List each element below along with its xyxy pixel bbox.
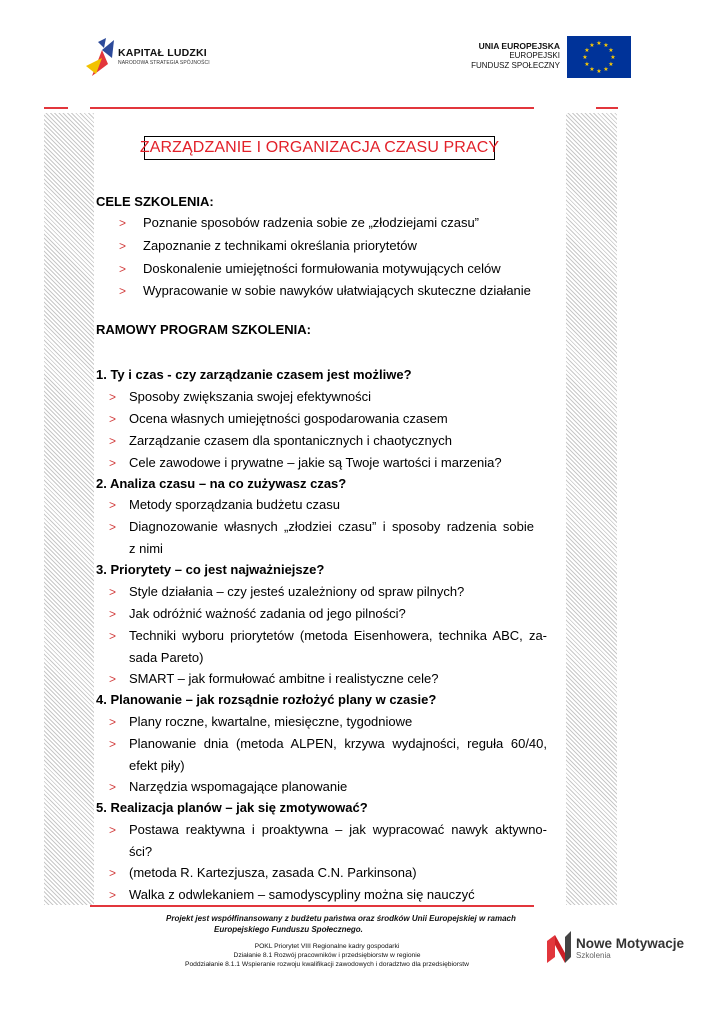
footer-italic-line1: Projekt jest współfinansowany z budżetu państwa oraz środków Unii Europejskiej w ramach	[166, 914, 516, 923]
eu-fund-text	[471, 41, 560, 71]
svg-text:★: ★	[582, 54, 588, 61]
right-hatch-decoration	[566, 113, 617, 905]
bullet-arrow-icon: >	[109, 629, 117, 643]
section-item: Narzędzia wspomagające planowanie	[129, 779, 348, 794]
section-item-continuation: ści?	[129, 844, 153, 859]
svg-text:★: ★	[584, 61, 590, 68]
kl-subtitle: NARODOWA STRATEGIA SPÓJNOŚCI	[118, 60, 210, 66]
section-item: Sposoby zwiększania swojej efektywności	[129, 389, 372, 404]
section-item: (metoda R. Kartezjusza, zasada C.N. Parkinsona)	[129, 865, 417, 880]
bullet-arrow-icon: >	[109, 607, 117, 621]
bottom-rule-main	[90, 905, 534, 907]
svg-text:★: ★	[610, 54, 616, 61]
bullet-arrow-icon: >	[119, 239, 127, 253]
bullet-arrow-icon: >	[109, 498, 117, 512]
bullet-arrow-icon: >	[119, 262, 127, 276]
bullet-arrow-icon: >	[109, 434, 117, 448]
footer-small-line2: Działanie 8.1 Rozwój pracowników i przedsiębiorstw w regionie	[233, 952, 421, 959]
top-rule-right	[596, 107, 618, 109]
svg-text:★: ★	[596, 68, 602, 75]
svg-text:★: ★	[589, 42, 595, 49]
section-title: 3. Priorytety – co jest najważniejsze?	[96, 562, 325, 577]
section-title: 5. Realizacja planów – jak się zmotywować?	[96, 800, 368, 815]
bullet-arrow-icon: >	[109, 823, 117, 837]
top-rule-main	[90, 107, 534, 109]
section-item: Planowanie dnia (metoda ALPEN, krzywa wydajności, reguła 60/40,	[129, 736, 547, 751]
nm-subtitle: Szkolenia	[576, 951, 611, 960]
section-item-continuation: z nimi	[129, 541, 163, 556]
nm-title: Nowe Motywacje	[576, 936, 685, 951]
section-title: 1. Ty i czas - czy zarządzanie czasem jest możliwe?	[96, 367, 412, 382]
bullet-arrow-icon: >	[109, 520, 117, 534]
kl-title: KAPITAŁ LUDZKI	[118, 47, 207, 59]
bullet-arrow-icon: >	[109, 780, 117, 794]
section-item: Techniki wyboru priorytetów (metoda Eisenhowera, technika ABC, za-	[129, 628, 547, 643]
svg-text:★: ★	[596, 40, 602, 47]
bullet-arrow-icon: >	[109, 585, 117, 599]
goal-item: Poznanie sposobów radzenia sobie ze „złodziejami czasu”	[143, 215, 480, 230]
section-item: Metody sporządzania budżetu czasu	[129, 497, 341, 512]
section-item: Style działania – czy jesteś uzależniony od spraw pilnych?	[129, 584, 465, 599]
svg-text:★: ★	[589, 66, 595, 73]
section-item-continuation: efekt piły)	[129, 758, 185, 773]
svg-text:★: ★	[608, 47, 614, 54]
section-item: Jak odróżnić ważność zadania od jego pilności?	[129, 606, 406, 621]
section-item: Cele zawodowe i prywatne – jakie są Twoje wartości i marzenia?	[129, 455, 502, 470]
document-title-box	[139, 136, 500, 160]
bullet-arrow-icon: >	[109, 888, 117, 902]
bullet-arrow-icon: >	[109, 412, 117, 426]
svg-text:★: ★	[603, 66, 609, 73]
goals-heading: CELE SZKOLENIA:	[96, 194, 214, 209]
svg-text:★: ★	[608, 61, 614, 68]
section-title: 2. Analiza czasu – na co zużywasz czas?	[96, 476, 347, 491]
footer-small-line1: POKL Priorytet VIII Regionalne kadry gospodarki	[254, 943, 400, 950]
section-item-continuation: sada Pareto)	[129, 650, 204, 665]
bullet-arrow-icon: >	[119, 216, 127, 230]
document-title: ZARZĄDZANIE I ORGANIZACJA CZASU PRACY	[139, 139, 500, 156]
goal-item: Doskonalenie umiejętności formułowania motywujących celów	[143, 261, 501, 276]
section-item: SMART – jak formułować ambitne i realistyczne cele?	[129, 671, 439, 686]
bullet-arrow-icon: >	[109, 715, 117, 729]
nowe-motywacje-logo-icon	[545, 929, 573, 965]
section-item: Zarządzanie czasem dla spontanicznych i chaotycznych	[129, 433, 452, 448]
section-title: 4. Planowanie – jak rozsądnie rozłożyć plany w czasie?	[96, 692, 437, 707]
footer-program-info	[162, 942, 492, 969]
program-heading: RAMOWY PROGRAM SZKOLENIA:	[96, 322, 311, 337]
bullet-arrow-icon: >	[109, 456, 117, 470]
section-item: Diagnozowanie własnych „złodziei czasu” i sposoby radzenia sobie	[129, 519, 534, 534]
eu-flag-icon	[567, 36, 631, 78]
svg-text:★: ★	[584, 47, 590, 54]
section-item: Postawa reaktywna i proaktywna – jak wypracować nawyk aktywno-	[129, 822, 547, 837]
bullet-arrow-icon: >	[109, 737, 117, 751]
bullet-arrow-icon: >	[109, 390, 117, 404]
footer-italic-line2: Europejskiego Funduszu Społecznego.	[214, 925, 363, 934]
ue-line2: EUROPEJSKI	[509, 51, 560, 60]
top-rule-left	[44, 107, 68, 109]
svg-text:★: ★	[603, 42, 609, 49]
left-hatch-decoration	[44, 113, 94, 905]
goal-item: Wypracowanie w sobie nawyków ułatwiających skuteczne działanie	[143, 283, 531, 298]
section-item: Ocena własnych umiejętności gospodarowania czasem	[129, 411, 448, 426]
section-item: Walka z odwlekaniem – samodyscypliny można się nauczyć	[129, 887, 475, 902]
ue-line3: FUNDUSZ SPOŁECZNY	[471, 61, 560, 70]
footer-funding-note	[166, 913, 516, 935]
footer-small-line3: Poddziałanie 8.1.1 Wspieranie rozwoju kwalifikacji zawodowych i doradztwo dla przedsiębiorstw	[185, 961, 469, 968]
ue-line1: UNIA EUROPEJSKA	[478, 41, 560, 51]
kapital-ludzki-text	[118, 47, 210, 66]
bullet-arrow-icon: >	[119, 284, 127, 298]
nowe-motywacje-brand	[576, 937, 684, 960]
bullet-arrow-icon: >	[109, 866, 117, 880]
section-item: Plany roczne, kwartalne, miesięczne, tygodniowe	[129, 714, 413, 729]
goal-item: Zapoznanie z technikami określania priorytetów	[143, 238, 417, 253]
bullet-arrow-icon: >	[109, 672, 117, 686]
